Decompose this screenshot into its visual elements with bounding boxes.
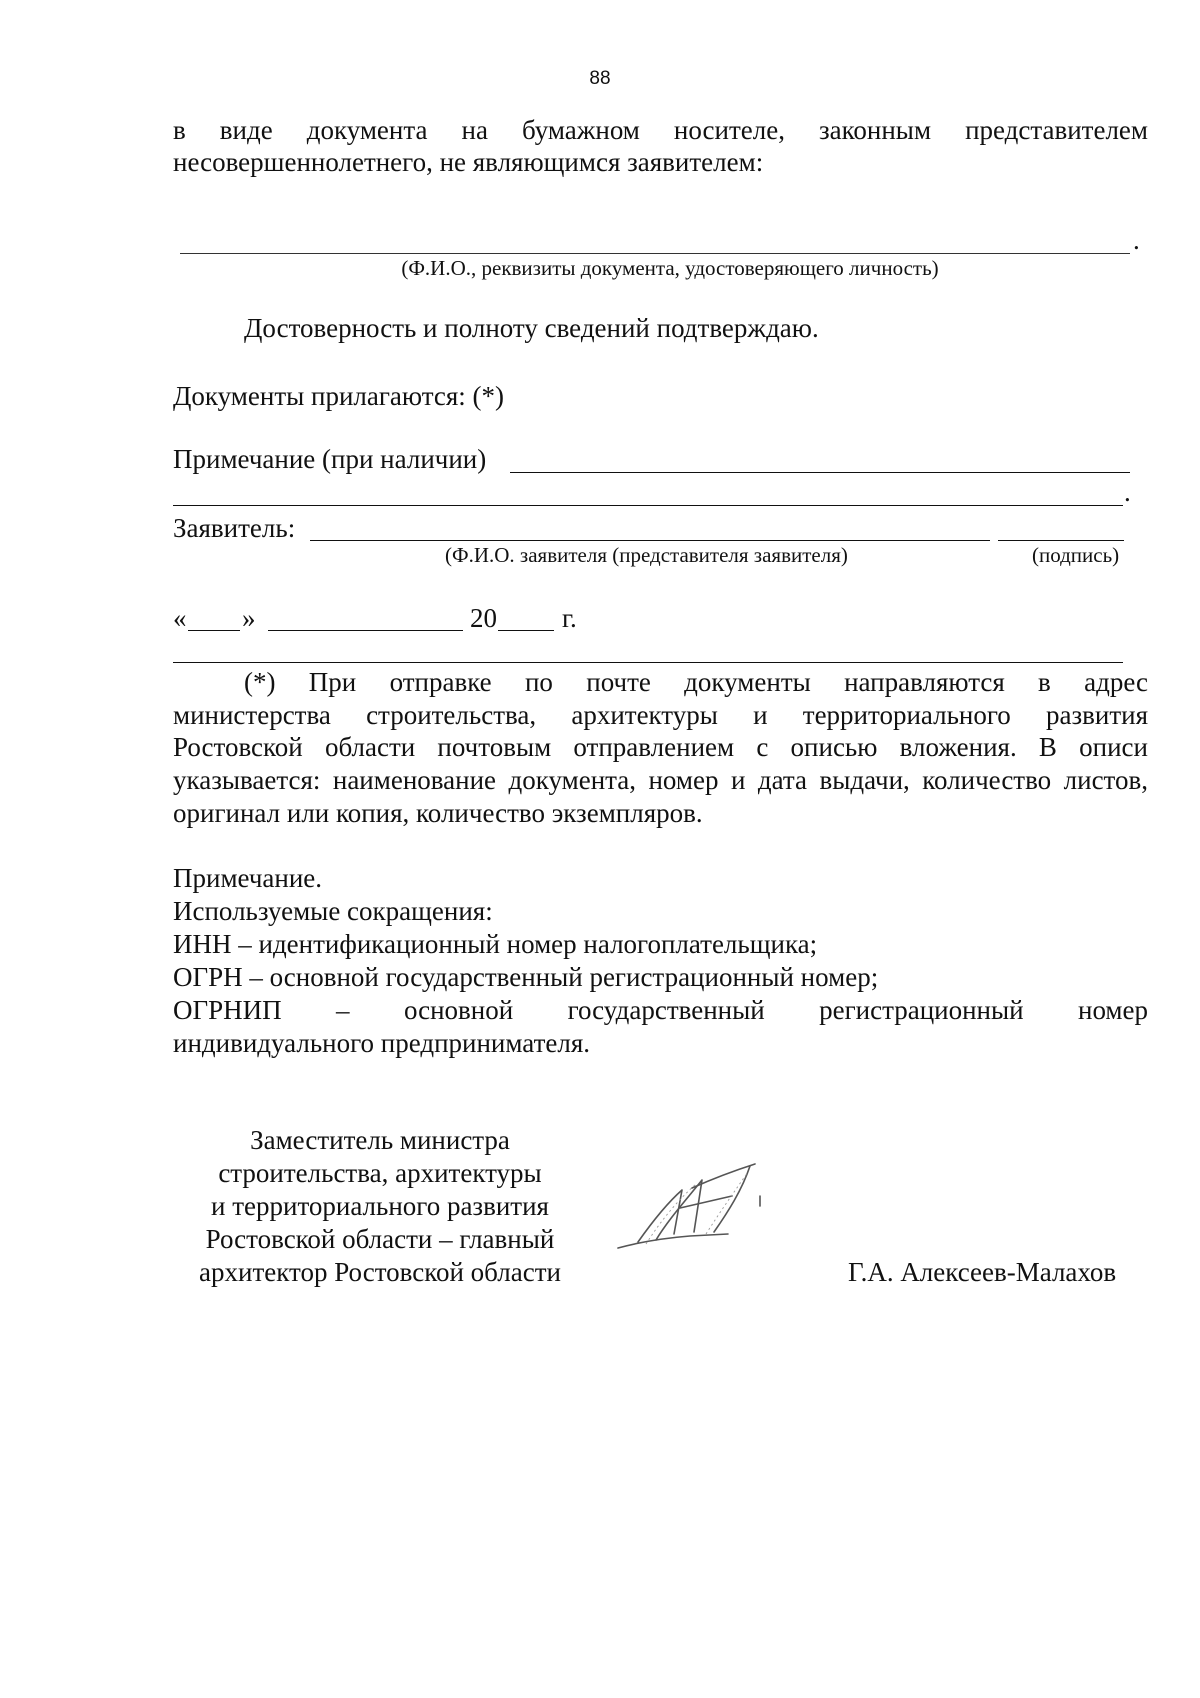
abbreviation-inn: ИНН – идентификационный номер налогоплательщика; xyxy=(173,929,818,959)
applicant-signature-caption: (подпись) xyxy=(1032,543,1120,567)
footnote-line-1: (*) При отправке по почте документы направляются в адрес xyxy=(244,667,1148,697)
date-year-suffix: г. xyxy=(562,603,577,633)
handwritten-signature xyxy=(610,1150,790,1260)
date-year-line xyxy=(498,630,554,631)
representative-caption: (Ф.И.О., реквизиты документа, удостоверяющего личность) xyxy=(401,256,939,280)
date-close-quote: » xyxy=(242,603,256,633)
signatory-position-line-4: Ростовской области – главный xyxy=(205,1224,555,1254)
note-input-line-1 xyxy=(510,472,1130,473)
note-label: Примечание (при наличии) xyxy=(173,444,487,474)
footnote-line-5: оригинал или копия, количество экземпляров. xyxy=(173,798,703,828)
attachments-label: Документы прилагаются: (*) xyxy=(173,381,505,411)
date-year-prefix: 20 xyxy=(470,603,497,633)
footnote-separator xyxy=(173,662,1123,663)
signatory-name: Г.А. Алексеев-Малахов xyxy=(848,1257,1117,1287)
confirmation-text: Достоверность и полноту сведений подтверждаю. xyxy=(244,313,819,343)
intro-line-2: несовершеннолетнего, не являющимся заявителем: xyxy=(173,147,764,177)
signatory-position-line-3: и территориального развития xyxy=(211,1191,549,1221)
applicant-signature-line xyxy=(998,540,1124,541)
signatory-position-line-5: архитектор Ростовской области xyxy=(199,1257,561,1287)
abbreviation-ogrnip-line-2: индивидуального предпринимателя. xyxy=(173,1028,590,1058)
note-input-line-2 xyxy=(173,505,1123,506)
date-open-quote: « xyxy=(173,603,187,633)
footnote-line-4: указывается: наименование документа, номер и дата выдачи, количество листов, xyxy=(173,765,1148,795)
abbreviation-ogrnip-line-1: ОГРНИП – основной государственный регистрационный номер xyxy=(173,995,1148,1025)
applicant-label: Заявитель: xyxy=(173,513,296,543)
date-day-line xyxy=(188,630,240,631)
footnote-line-3: Ростовской области почтовым отправлением с описью вложения. В описи xyxy=(173,732,1148,762)
applicant-name-line xyxy=(310,540,990,541)
signatory-position-line-2: строительства, архитектуры xyxy=(218,1158,542,1188)
note-end-mark: . xyxy=(1124,477,1131,507)
applicant-name-caption: (Ф.И.О. заявителя (представителя заявителя) xyxy=(445,543,848,567)
signatory-position-line-1: Заместитель министра xyxy=(250,1125,510,1155)
representative-input-line xyxy=(180,253,1130,254)
page-number: 88 xyxy=(589,68,611,89)
abbreviations-title: Примечание. xyxy=(173,863,323,893)
intro-line-1: в виде документа на бумажном носителе, законным представителем xyxy=(173,115,1148,145)
date-month-line xyxy=(268,630,463,631)
footnote-line-2: министерства строительства, архитектуры и территориального развития xyxy=(173,700,1148,730)
abbreviations-subtitle: Используемые сокращения: xyxy=(173,896,493,926)
representative-end-mark: . xyxy=(1133,225,1140,255)
abbreviation-ogrn: ОГРН – основной государственный регистрационный номер; xyxy=(173,962,879,992)
